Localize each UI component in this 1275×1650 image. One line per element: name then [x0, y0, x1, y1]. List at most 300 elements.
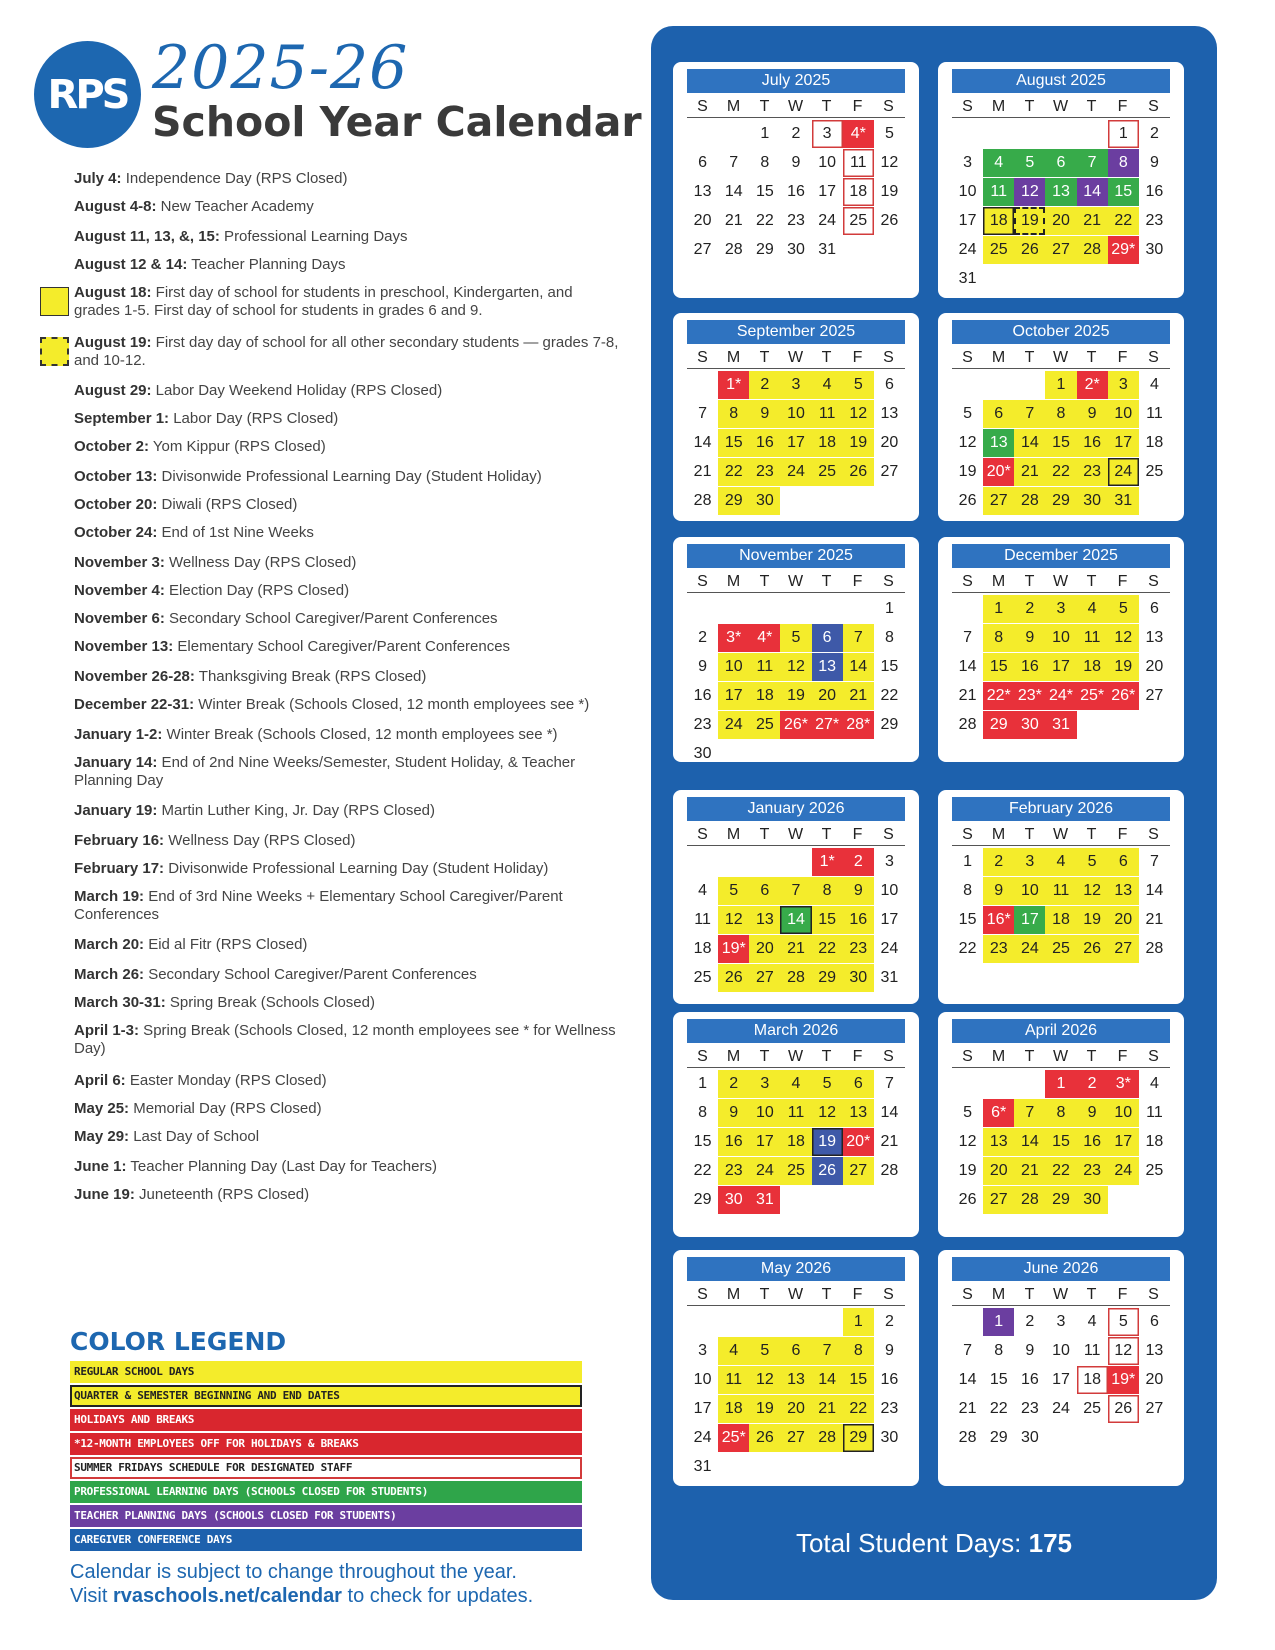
event-date: November 26-28: — [74, 668, 195, 685]
day-cell: 5 — [1108, 1308, 1139, 1336]
event-text: Juneteenth (RPS Closed) — [134, 1186, 310, 1203]
day-cell: 2 — [698, 629, 708, 646]
day-cell: 16 — [1077, 1128, 1108, 1156]
day-cell: 24 — [958, 241, 977, 258]
day-cell: 22 — [989, 1400, 1008, 1417]
day-cell: 20 — [1145, 658, 1164, 675]
day-cell: 2 — [884, 1313, 894, 1330]
day-cell: 8 — [1108, 149, 1139, 177]
event-text: Spring Break (Schools Closed) — [165, 994, 375, 1011]
event-date: January 1-2: — [74, 726, 163, 743]
day-cell: 17 — [780, 429, 811, 457]
weekday-label: S — [1148, 1048, 1159, 1065]
event-text: Easter Monday (RPS Closed) — [125, 1072, 327, 1089]
day-cell: 19 — [1014, 207, 1045, 235]
day-cell: 10 — [1108, 1099, 1139, 1127]
day-cell: 7 — [963, 629, 973, 646]
day-cell: 18 — [983, 207, 1014, 235]
day-cell: 23* — [1014, 682, 1045, 710]
day-cell: 26 — [958, 1191, 977, 1208]
day-cell: 26 — [812, 1157, 843, 1185]
day-cell: 19* — [1108, 1366, 1139, 1394]
day-cell: 3* — [1108, 1070, 1139, 1098]
event-item — [40, 936, 620, 954]
day-cell: 4 — [780, 1070, 811, 1098]
day-cell: 25 — [1145, 463, 1164, 480]
event-date: October 13: — [74, 468, 158, 485]
day-cell: 1 — [1045, 371, 1076, 399]
day-cell: 6 — [749, 877, 780, 905]
day-cell: 27 — [1145, 687, 1164, 704]
day-cell: 11 — [1077, 624, 1108, 652]
day-cell: 3 — [812, 120, 843, 148]
day-cell: 15 — [958, 911, 977, 928]
day-cell: 18 — [812, 429, 843, 457]
day-cell: 15 — [983, 653, 1014, 681]
day-cell: 15 — [812, 906, 843, 934]
day-cell: 11 — [1083, 1342, 1101, 1359]
event-date: December 22-31: — [74, 696, 195, 713]
footer-note — [70, 1560, 533, 1608]
weekday-label: T — [1024, 1048, 1035, 1065]
event-item — [40, 754, 620, 790]
event-item — [40, 888, 620, 924]
day-cell: 30 — [880, 1429, 899, 1446]
weekday-label: W — [787, 349, 804, 366]
day-cell: 23 — [1145, 212, 1164, 229]
weekday-label: T — [759, 1286, 770, 1303]
day-cell: 19 — [780, 682, 811, 710]
day-cell: 16 — [693, 687, 712, 704]
event-date: March 30-31: — [74, 994, 166, 1011]
month-card — [938, 1012, 1184, 1237]
day-cell: 25 — [780, 1157, 811, 1185]
day-cell: 13 — [983, 429, 1014, 457]
day-cell: 16 — [718, 1128, 749, 1156]
day-cell: 24 — [780, 458, 811, 486]
day-cell: 12 — [780, 653, 811, 681]
month-title: December 2025 — [952, 544, 1170, 568]
day-cell: 21 — [812, 1395, 843, 1423]
day-cell: 18 — [1077, 653, 1108, 681]
day-cell: 24 — [718, 711, 749, 739]
day-cell: 5 — [1108, 595, 1139, 623]
day-cell: 29* — [1108, 236, 1139, 264]
weekday-label: T — [1086, 826, 1097, 843]
day-cell: 24 — [1052, 1400, 1070, 1417]
event-item — [40, 1128, 620, 1146]
footer-update-text: to check for updates. — [341, 1585, 534, 1607]
weekday-label: S — [1148, 826, 1159, 843]
event-text: Teacher Planning Day (Last Day for Teachers) — [126, 1158, 437, 1175]
day-cell: 11 — [749, 653, 780, 681]
day-cell: 30 — [1077, 1186, 1108, 1214]
day-cell: 2 — [791, 125, 801, 142]
day-cell: 14 — [958, 658, 977, 675]
day-cell: 13 — [843, 1099, 874, 1127]
day-cell: 14 — [812, 1366, 843, 1394]
event-item — [40, 198, 620, 216]
day-cell: 12 — [1077, 877, 1108, 905]
event-item — [40, 410, 620, 428]
day-cell: 2 — [1149, 125, 1159, 142]
day-cell: 21 — [780, 935, 811, 963]
day-cell: 28 — [958, 1429, 977, 1446]
weekday-label: T — [821, 349, 832, 366]
weekday-header — [952, 1046, 1170, 1068]
day-cell: 21 — [958, 1400, 977, 1417]
weekday-label: S — [1148, 1286, 1159, 1303]
day-cell: 28* — [843, 711, 874, 739]
weekday-label: T — [1024, 349, 1035, 366]
event-item — [40, 554, 620, 572]
day-cell: 16 — [880, 1371, 899, 1388]
event-date: October 20: — [74, 496, 158, 513]
event-item — [40, 668, 620, 686]
weekday-label: S — [697, 1048, 708, 1065]
day-cell: 12 — [1108, 624, 1139, 652]
day-cell: 28 — [958, 716, 977, 733]
total-student-days — [651, 1528, 1217, 1559]
weekday-label: S — [883, 826, 894, 843]
event-date: January 14: — [74, 754, 158, 771]
day-cell: 23 — [693, 716, 712, 733]
weekday-label: W — [787, 573, 804, 590]
event-date: August 18: — [74, 284, 152, 301]
day-cell: 2 — [718, 1070, 749, 1098]
weekday-label: M — [726, 349, 741, 366]
day-cell: 18 — [718, 1395, 749, 1423]
weekday-label: T — [759, 826, 770, 843]
day-cell: 1 — [963, 853, 973, 870]
day-cell: 3 — [1014, 848, 1045, 876]
weekday-label: F — [852, 573, 863, 590]
day-cell: 20 — [780, 1395, 811, 1423]
day-cell: 28 — [1014, 1186, 1045, 1214]
day-cell: 31 — [958, 270, 977, 287]
day-cell: 2* — [1077, 371, 1108, 399]
event-text: Memorial Day (RPS Closed) — [129, 1100, 322, 1117]
day-cell: 29 — [755, 241, 774, 258]
event-text: First day day of school for all other secondary students — grades 7-8, and 10-12. — [74, 334, 619, 369]
day-cell: 30 — [787, 241, 805, 258]
day-cell: 9 — [884, 1342, 894, 1359]
day-cell: 25 — [749, 711, 780, 739]
day-cell: 24 — [693, 1429, 712, 1446]
day-cell: 17 — [880, 911, 899, 928]
day-cell: 18 — [693, 940, 712, 957]
day-cell: 10 — [780, 400, 811, 428]
day-cell: 14 — [1014, 1128, 1045, 1156]
weekday-label: T — [759, 349, 770, 366]
day-cell: 18 — [843, 178, 874, 206]
day-cell: 13 — [749, 906, 780, 934]
day-cell: 11 — [1045, 877, 1076, 905]
day-cell: 25* — [718, 1424, 749, 1452]
weekday-label: M — [726, 1286, 741, 1303]
day-cell: 5 — [963, 1104, 973, 1121]
day-cell: 27 — [1108, 935, 1139, 963]
event-date: August 11, 13, &, 15: — [74, 228, 220, 245]
weekday-label: M — [991, 98, 1006, 115]
day-cell: 16 — [1014, 653, 1045, 681]
event-date: August 19: — [74, 334, 152, 351]
day-cell: 16 — [843, 906, 874, 934]
event-item — [40, 1072, 620, 1090]
day-cell: 15 — [755, 183, 774, 200]
weekday-label: S — [1148, 349, 1159, 366]
day-cell: 21 — [880, 1133, 899, 1150]
day-cell: 17 — [1108, 1128, 1139, 1156]
day-cell: 17 — [1014, 906, 1045, 934]
weekday-header — [952, 1284, 1170, 1306]
weekday-label: F — [852, 826, 863, 843]
day-cell: 16 — [1020, 1371, 1039, 1388]
event-item — [40, 468, 620, 486]
day-cell: 30 — [1077, 487, 1108, 515]
day-cell: 17 — [958, 212, 977, 229]
day-cell: 27 — [1045, 236, 1076, 264]
day-cell: 2 — [843, 848, 874, 876]
weekday-label: S — [697, 573, 708, 590]
day-cell: 14 — [958, 1371, 977, 1388]
event-date: September 1: — [74, 410, 170, 427]
day-cell: 28 — [780, 964, 811, 992]
day-cell: 26 — [843, 458, 874, 486]
day-cell: 8 — [718, 400, 749, 428]
weekday-label: M — [726, 573, 741, 590]
event-item — [40, 1022, 620, 1058]
day-cell: 29 — [693, 1191, 712, 1208]
day-cell: 7 — [843, 624, 874, 652]
weekday-header — [687, 571, 905, 593]
weekday-label: M — [991, 1048, 1006, 1065]
weekday-label: T — [1086, 1286, 1097, 1303]
weekday-label: S — [697, 826, 708, 843]
day-cell: 11 — [780, 1099, 811, 1127]
day-cell: 8 — [812, 877, 843, 905]
month-title: May 2026 — [687, 1257, 905, 1281]
day-cell: 1 — [983, 595, 1014, 623]
event-date: November 6: — [74, 610, 165, 627]
rps-logo: RPS — [34, 41, 141, 148]
day-cell: 5 — [1077, 848, 1108, 876]
event-date: March 19: — [74, 888, 145, 905]
day-cell: 9 — [1149, 154, 1159, 171]
day-cell: 13 — [780, 1366, 811, 1394]
day-cell: 18 — [1045, 906, 1076, 934]
month-card — [938, 537, 1184, 762]
day-cell: 18 — [1077, 1366, 1108, 1394]
day-cell: 5 — [812, 1070, 843, 1098]
day-cell: 28 — [1145, 940, 1164, 957]
day-cell: 26 — [749, 1424, 780, 1452]
day-cell: 1 — [884, 600, 894, 617]
day-cell: 3 — [698, 1342, 708, 1359]
event-text: Divisonwide Professional Learning Day (Student Holiday) — [164, 860, 549, 877]
day-cell: 6 — [1045, 149, 1076, 177]
day-cell: 7 — [884, 1075, 894, 1092]
day-cell: 30 — [843, 964, 874, 992]
day-cell: 24 — [818, 212, 837, 229]
day-cell: 1 — [760, 125, 770, 142]
footer-line-2 — [70, 1584, 533, 1608]
calendar-link[interactable]: rvaschools.net/calendar — [112, 1585, 342, 1607]
day-cell: 8 — [698, 1104, 708, 1121]
weekday-label: T — [1024, 1286, 1035, 1303]
day-cell: 8 — [1045, 400, 1076, 428]
weekday-label: S — [697, 1286, 708, 1303]
event-item — [40, 802, 620, 820]
weekday-label: F — [1117, 826, 1128, 843]
day-cell: 8 — [983, 624, 1014, 652]
day-cell: 8 — [994, 1342, 1004, 1359]
day-cell: 31 — [1045, 711, 1076, 739]
month-card — [673, 313, 919, 521]
event-text: Elementary School Caregiver/Parent Conferences — [173, 638, 511, 655]
day-cell: 4 — [1087, 1313, 1097, 1330]
day-cell: 29 — [1045, 487, 1076, 515]
weekday-label: F — [1117, 98, 1128, 115]
day-cell: 7 — [729, 154, 739, 171]
event-text: Winter Break (Schools Closed, 12 month employees see *) — [162, 726, 558, 743]
total-label: Total Student Days: — [795, 1528, 1029, 1558]
weekday-label: W — [787, 1048, 804, 1065]
weekday-label: S — [883, 98, 894, 115]
event-date: August 12 & 14: — [74, 256, 188, 273]
weekday-label: W — [1052, 98, 1069, 115]
day-cell: 30 — [1020, 1429, 1039, 1446]
day-cell: 5 — [963, 405, 973, 422]
day-cell: 28 — [724, 241, 743, 258]
month-title: July 2025 — [687, 69, 905, 93]
event-text: End of 1st Nine Weeks — [157, 524, 314, 541]
day-cell: 13 — [1045, 178, 1076, 206]
month-title: September 2025 — [687, 320, 905, 344]
day-cell: 3 — [884, 853, 894, 870]
day-cell: 11 — [718, 1366, 749, 1394]
day-cell: 23 — [718, 1157, 749, 1185]
day-cell: 23 — [1077, 1157, 1108, 1185]
weekday-label: F — [852, 1286, 863, 1303]
day-cell: 25 — [1045, 935, 1076, 963]
weekday-header — [687, 824, 905, 846]
weekday-label: M — [991, 826, 1006, 843]
day-cell: 22 — [812, 935, 843, 963]
day-cell: 7 — [1014, 400, 1045, 428]
day-cell: 5 — [884, 125, 894, 142]
month-card — [938, 790, 1184, 1004]
day-cell: 4* — [843, 120, 874, 148]
weekday-header — [687, 1046, 905, 1068]
day-cell: 9 — [843, 877, 874, 905]
day-cell: 25 — [1145, 1162, 1164, 1179]
event-text: Winter Break (Schools Closed, 12 month employees see *) — [194, 696, 590, 713]
day-cell: 7 — [1077, 149, 1108, 177]
page-title: School Year Calendar — [152, 98, 642, 146]
total-value: 175 — [1028, 1528, 1073, 1558]
day-cell: 13 — [1145, 1342, 1164, 1359]
day-cell: 20* — [843, 1128, 874, 1156]
weekday-label: T — [1086, 98, 1097, 115]
day-cell: 22 — [880, 687, 899, 704]
weekday-label: W — [787, 98, 804, 115]
weekday-label: W — [787, 826, 804, 843]
event-item — [40, 256, 620, 274]
weekday-label: S — [883, 1286, 894, 1303]
day-cell: 6 — [812, 624, 843, 652]
weekday-label: W — [1052, 1286, 1069, 1303]
day-cell: 14 — [780, 906, 811, 934]
day-cell: 19 — [958, 463, 977, 480]
day-cell: 28 — [812, 1424, 843, 1452]
day-cell: 25 — [812, 458, 843, 486]
event-date: January 19: — [74, 802, 158, 819]
weekday-header — [687, 96, 905, 118]
event-text: Last Day of School — [129, 1128, 260, 1145]
day-cell: 30 — [1145, 241, 1164, 258]
month-card — [673, 790, 919, 1004]
day-cell: 4 — [1149, 1075, 1159, 1092]
event-item — [40, 524, 620, 542]
day-cell: 27 — [983, 487, 1014, 515]
legend-item: PROFESSIONAL LEARNING DAYS (SCHOOLS CLOSED FOR STUDENTS) — [70, 1481, 582, 1503]
weekday-label: F — [1117, 349, 1128, 366]
day-cell: 21 — [1014, 1157, 1045, 1185]
day-cell: 7 — [698, 405, 708, 422]
day-cell: 20 — [749, 935, 780, 963]
event-text: Divisonwide Professional Learning Day (Student Holiday) — [157, 468, 542, 485]
weekday-label: S — [962, 826, 973, 843]
day-cell: 10 — [1108, 400, 1139, 428]
event-date: March 20: — [74, 936, 145, 953]
day-cell: 24 — [749, 1157, 780, 1185]
day-cell: 26 — [958, 492, 977, 509]
day-cell: 10 — [818, 154, 837, 171]
event-item — [40, 696, 620, 714]
day-cell: 22 — [1045, 1157, 1076, 1185]
day-cell: 22 — [958, 940, 977, 957]
weekday-label: T — [759, 1048, 770, 1065]
legend-item: *12-MONTH EMPLOYEES OFF FOR HOLIDAYS & BREAKS — [70, 1433, 582, 1455]
day-cell: 1* — [812, 848, 843, 876]
day-cell: 23 — [1077, 458, 1108, 486]
event-text: Secondary School Caregiver/Parent Conferences — [144, 966, 477, 983]
event-item — [40, 994, 620, 1012]
day-cell: 5 — [749, 1337, 780, 1365]
day-cell: 11 — [843, 149, 874, 177]
event-item — [40, 228, 620, 246]
weekday-label: M — [991, 1286, 1006, 1303]
day-cell: 17 — [1108, 429, 1139, 457]
day-cell: 25 — [843, 207, 874, 235]
day-cell: 16* — [983, 906, 1014, 934]
day-cell: 3 — [1045, 595, 1076, 623]
day-cell: 12 — [749, 1366, 780, 1394]
weekday-label: T — [821, 826, 832, 843]
day-cell: 27 — [749, 964, 780, 992]
event-date: June 19: — [74, 1186, 135, 1203]
legend-item: REGULAR SCHOOL DAYS — [70, 1361, 582, 1383]
day-cell: 29 — [983, 711, 1014, 739]
day-cell: 14 — [693, 434, 712, 451]
event-text: Secondary School Caregiver/Parent Conferences — [164, 610, 498, 627]
day-cell: 24 — [880, 940, 899, 957]
footer-line-1: Calendar is subject to change throughout the year. — [70, 1561, 517, 1583]
day-cell: 5 — [843, 371, 874, 399]
event-date: April 1-3: — [74, 1022, 140, 1039]
year-title: 2025-26 — [152, 33, 409, 103]
